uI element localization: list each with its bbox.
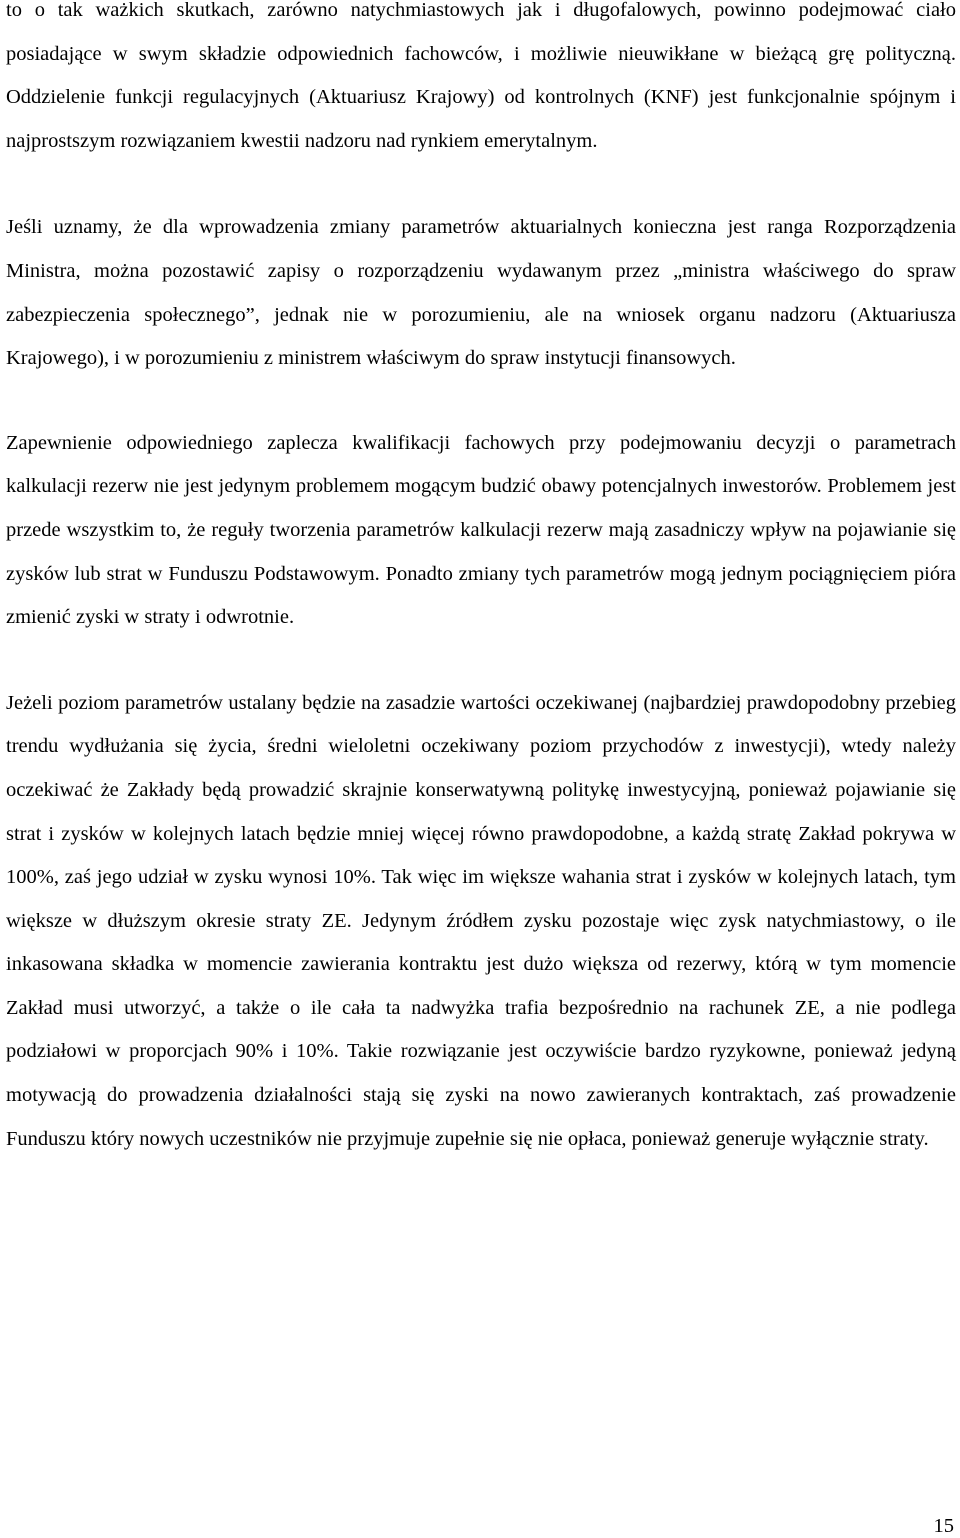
document-page [6,0,956,1161]
paragraph-1: to o tak ważkich skutkach, zarówno natychmiastowych jak i długofalowych, powinno podejmować ciało posiadające w swym składzie odpowiednich fachowców, i możliwie nieuwikłane w bieżącą grę polityczną. Oddzielenie funkcji regulacyjnych (Aktuariusz Krajowy) od kontrolnych (KNF) jest funkcjonalnie spójnym i najprostszym rozwiązaniem kwestii nadzoru nad rynkiem emerytalnym. [6,0,956,152]
paragraph-4: Jeżeli poziom parametrów ustalany będzie na zasadzie wartości oczekiwanej (najbardziej prawdopodobny przebieg trendu wydłużania się życia, średni wieloletni oczekiwany poziom przychodów z inwestycji), wtedy należy oczekiwać że Zakłady będą prowadzić skrajnie konserwatywną politykę inwestycyjną, ponieważ pojawianie się strat i zysków w kolejnych latach będzie mniej więcej równo prawdopodobne, a każdą stratę Zakład pokrywa w 100%, zaś jego udział w zysku wynosi 10%. Tak więc im większe wahania strat i zysków w kolejnych latach, tym większe w dłuższym okresie straty ZE. Jedynym źródłem zysku pozostaje więc zysk natychmiastowy, o ile inkasowana składka w momencie zawierania kontraktu jest dużo większa od rezerwy, którą w tym momencie Zakład musi utworzyć, a także o ile cała ta nadwyżka trafia bezpośrednio na rachunek ZE, a nie podlega podziałowi w proporcjach 90% i 10%. Takie rozwiązanie jest oczywiście bardzo ryzykowne, ponieważ jedyną motywacją do prowadzenia działalności stają się zyski na nowo zawieranych kontraktach, zaś prowadzenie Funduszu który nowych uczestników nie przyjmuje zupełnie się nie opłaca, ponieważ generuje wyłącznie straty. [6,691,956,1150]
page-number: 15 [933,1515,954,1537]
paragraph-2: Jeśli uznamy, że dla wprowadzenia zmiany parametrów aktuarialnych konieczna jest ranga Rozporządzenia Ministra, można pozostawić zapisy o rozporządzeniu wydawanym przez „ministra właściwego do spraw zabezpieczenia społecznego”, jednak nie w porozumieniu, ale na wniosek organu nadzoru (Aktuariusza Krajowego), i w porozumieniu z ministrem właściwym do spraw instytucji finansowych. [6,216,956,370]
paragraph-3: Zapewnienie odpowiedniego zaplecza kwalifikacji fachowych przy podejmowaniu decyzji o parametrach kalkulacji rezerw nie jest jedynym problemem mogącym budzić obawy potencjalnych inwestorów. Problemem jest przede wszystkim to, że reguły tworzenia parametrów kalkulacji rezerw mają zasadniczy wpływ na pojawianie się zysków lub strat w Funduszu Podstawowym. Ponadto zmiany tych parametrów mogą jednym pociągnięciem pióra zmienić zyski w straty i odwrotnie. [6,431,956,629]
